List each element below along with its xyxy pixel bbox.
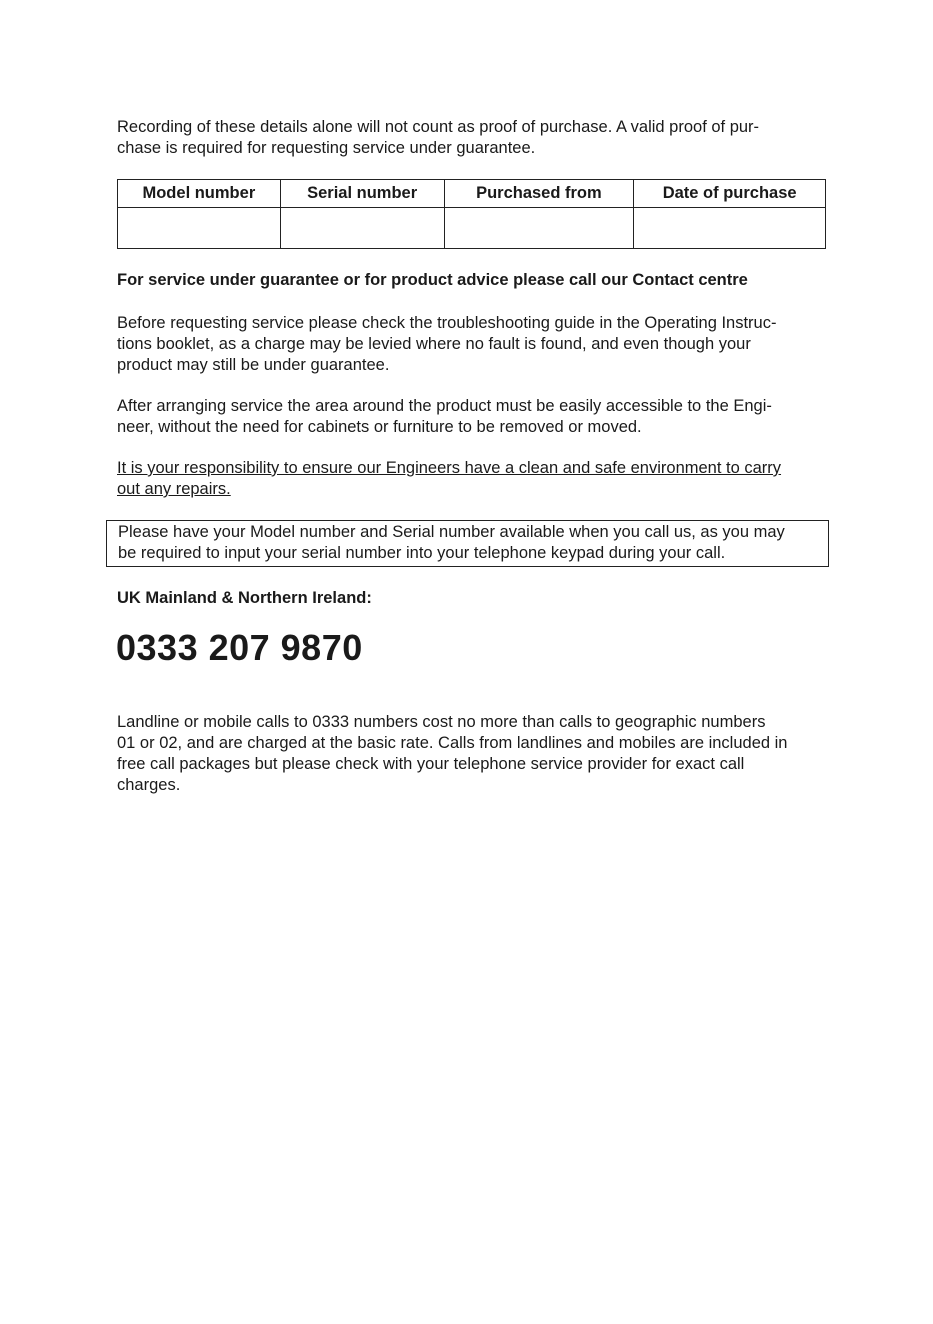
model-serial-notice-box [106,520,829,567]
intro-line: Recording of these details alone will not count as proof of purchase. A valid proof of pur- [117,118,760,136]
phone-number: 0333 207 9870 [116,627,363,668]
responsibility-paragraph [117,458,817,500]
notice-line: Please have your Model number and Serial number available when you call us, as you may [118,523,785,541]
before-line: Before requesting service please check the troubleshooting guide in the Operating Instruc- [117,314,777,332]
after-line: neer, without the need for cabinets or furniture to be removed or moved. [117,418,642,436]
cell-model-number [118,208,281,249]
charges-line: free call packages but please check with your telephone service provider for exact call [117,755,745,773]
header-date-of-purchase: Date of purchase [634,180,826,208]
responsibility-line: out any repairs. [117,480,231,498]
cell-purchased-from [444,208,634,249]
intro-paragraph [117,117,817,159]
table-row [118,208,826,249]
after-service-paragraph [117,396,817,438]
table-header-row [118,180,826,208]
before-line: tions booklet, as a charge may be levied where no fault is found, and even though your [117,335,751,353]
product-details-table [117,179,826,249]
call-charges-paragraph [117,712,817,796]
contact-heading: For service under guarantee or for product advice please call our Contact centre [117,271,748,289]
before-service-paragraph [117,313,817,376]
notice-line: be required to input your serial number into your telephone keypad during your call. [118,544,726,562]
charges-line: charges. [117,776,181,794]
before-line: product may still be under guarantee. [117,356,390,374]
cell-serial-number [280,208,444,249]
charges-line: Landline or mobile calls to 0333 numbers cost no more than calls to geographic numbers [117,713,766,731]
cell-date-of-purchase [634,208,826,249]
region-label: UK Mainland & Northern Ireland: [117,589,372,607]
header-serial-number: Serial number [280,180,444,208]
header-model-number: Model number [118,180,281,208]
after-line: After arranging service the area around the product must be easily accessible to the Engi- [117,397,772,415]
charges-line: 01 or 02, and are charged at the basic rate. Calls from landlines and mobiles are included in [117,734,788,752]
header-purchased-from: Purchased from [444,180,634,208]
intro-line: chase is required for requesting service under guarantee. [117,139,536,157]
responsibility-line: It is your responsibility to ensure our Engineers have a clean and safe environment to carry [117,459,782,477]
